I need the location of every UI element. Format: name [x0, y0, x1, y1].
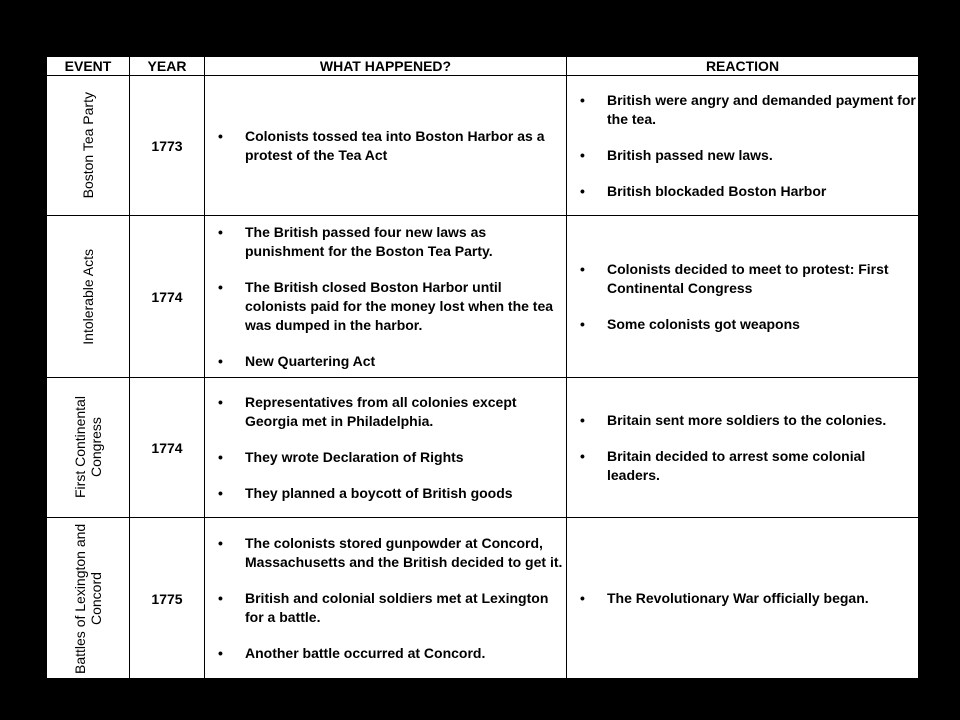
list-item-text: British passed new laws. [607, 146, 773, 163]
list-item-text: Colonists decided to meet to protest: First Continental Congress [607, 260, 889, 296]
header-year: YEAR [130, 57, 205, 76]
list-item-text: They wrote Declaration of Rights [245, 448, 464, 465]
reaction-list [567, 91, 916, 201]
reaction-cell [567, 76, 919, 216]
list-item-text: British blockaded Boston Harbor [607, 182, 827, 199]
list-item [567, 260, 916, 298]
what-happened-list [205, 127, 564, 165]
header-what-happened: WHAT HAPPENED? [205, 57, 567, 76]
bullet-icon: • [580, 411, 585, 428]
bullet-icon: • [580, 91, 585, 108]
event-cell [47, 76, 130, 216]
bullet-icon: • [218, 645, 223, 661]
what-happened-list [205, 393, 564, 503]
what-happened-list [205, 534, 564, 663]
list-item [567, 589, 916, 608]
table-row [47, 76, 919, 216]
bullet-icon: • [580, 260, 585, 277]
list-item [567, 146, 916, 165]
year-cell: 1775 [130, 518, 205, 680]
list-item [205, 223, 564, 261]
list-item-text: British were angry and demanded payment for the tea. [607, 91, 916, 127]
list-item [567, 411, 916, 430]
event-name: Boston Tea Party [80, 92, 96, 199]
list-item-text: Another battle occurred at Concord. [245, 645, 486, 661]
list-item [205, 393, 564, 431]
bullet-icon: • [218, 352, 223, 369]
bullet-icon: • [218, 535, 223, 551]
list-item-text: Colonists tossed tea into Boston Harbor as a protest of the Tea Act [245, 127, 545, 163]
what-happened-cell [205, 378, 567, 518]
bullet-icon: • [580, 146, 585, 163]
event-name: Battles of Lexington and Concord [72, 523, 104, 674]
bullet-icon: • [218, 484, 223, 501]
list-item [205, 484, 564, 503]
header-event: EVENT [47, 57, 130, 76]
bullet-icon: • [580, 182, 585, 199]
bullet-icon: • [218, 590, 223, 606]
list-item [205, 352, 564, 371]
year-cell: 1774 [130, 216, 205, 378]
header-row [47, 57, 919, 76]
bullet-icon: • [580, 590, 585, 606]
reaction-list [567, 589, 916, 608]
list-item [567, 182, 916, 201]
what-happened-cell [205, 76, 567, 216]
list-item [567, 447, 916, 485]
reaction-cell [567, 216, 919, 378]
list-item-text: Some colonists got weapons [607, 315, 800, 332]
event-cell [47, 378, 130, 518]
event-name: First Continental Congress [72, 396, 104, 499]
list-item [205, 448, 564, 467]
list-item-text: The Revolutionary War officially began. [607, 590, 869, 606]
reaction-cell [567, 378, 919, 518]
list-item-text: They planned a boycott of British goods [245, 484, 513, 501]
list-item-text: The British closed Boston Harbor until colonists paid for the money lost when the tea was dumped in the harbor. [245, 278, 554, 333]
year-cell: 1774 [130, 378, 205, 518]
header-reaction: REACTION [567, 57, 919, 76]
list-item-text: The British passed four new laws as punishment for the Boston Tea Party. [245, 223, 493, 259]
what-happened-cell [205, 518, 567, 680]
bullet-icon: • [218, 278, 223, 295]
list-item [567, 91, 916, 129]
table-row [47, 216, 919, 378]
list-item-text: Britain sent more soldiers to the colonies. [607, 411, 887, 428]
bullet-icon: • [580, 315, 585, 332]
event-cell [47, 518, 130, 680]
what-happened-cell [205, 216, 567, 378]
table-body [47, 76, 919, 680]
year-cell: 1773 [130, 76, 205, 216]
document-sheet [46, 56, 918, 678]
list-item [205, 534, 564, 572]
bullet-icon: • [580, 447, 585, 464]
list-item-text: The colonists stored gunpowder at Concord, Massachusetts and the British decided to get it. [245, 535, 563, 570]
bullet-icon: • [218, 223, 223, 240]
events-table [46, 56, 919, 680]
list-item-text: New Quartering Act [245, 352, 376, 369]
reaction-list [567, 260, 916, 334]
table-row [47, 518, 919, 680]
what-happened-list [205, 223, 564, 371]
list-item [205, 644, 564, 663]
event-name: Intolerable Acts [80, 248, 96, 345]
bullet-icon: • [218, 127, 223, 144]
bullet-icon: • [218, 393, 223, 410]
list-item [205, 127, 564, 165]
table-row [47, 378, 919, 518]
bullet-icon: • [218, 448, 223, 465]
list-item [567, 315, 916, 334]
list-item-text: Representatives from all colonies except Georgia met in Philadelphia. [245, 393, 517, 429]
list-item-text: British and colonial soldiers met at Lexington for a battle. [245, 590, 549, 625]
event-cell [47, 216, 130, 378]
reaction-cell [567, 518, 919, 680]
list-item-text: Britain decided to arrest some colonial leaders. [607, 447, 866, 483]
reaction-list [567, 411, 916, 485]
list-item [205, 278, 564, 335]
list-item [205, 589, 564, 627]
